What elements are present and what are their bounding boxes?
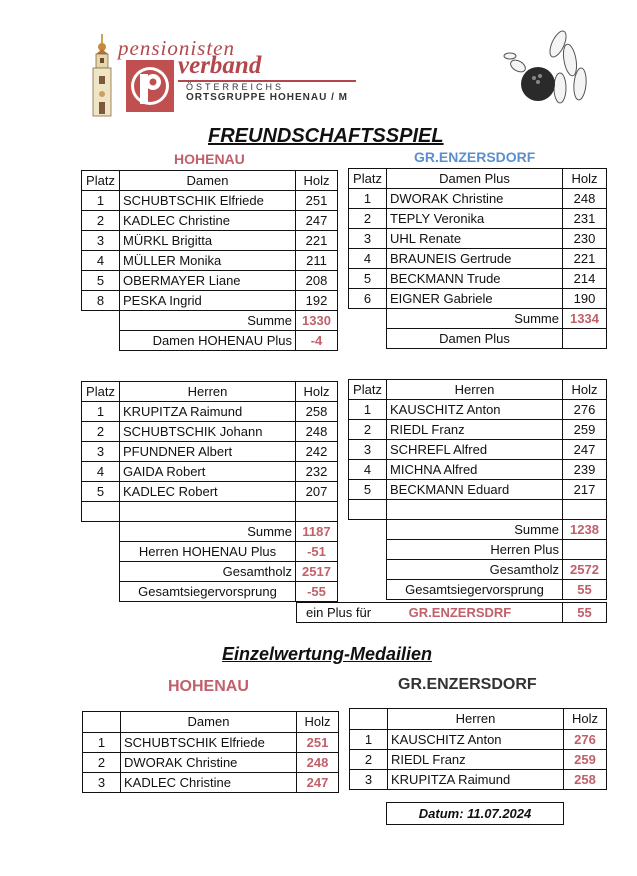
table-row bbox=[349, 289, 607, 309]
summe-label: Summe bbox=[120, 311, 296, 331]
holz: 251 bbox=[296, 191, 338, 211]
p-logo-icon bbox=[126, 60, 174, 112]
gesamt-value: 2572 bbox=[563, 560, 607, 580]
name: DWORAK Christine bbox=[121, 753, 297, 773]
header-name: Herren bbox=[120, 382, 296, 402]
table-row bbox=[82, 482, 338, 502]
table-row bbox=[350, 770, 607, 790]
platz: 5 bbox=[82, 271, 120, 291]
platz: 2 bbox=[82, 422, 120, 442]
holz: 259 bbox=[564, 750, 607, 770]
platz: 1 bbox=[349, 400, 387, 420]
name: PESKA Ingrid bbox=[120, 291, 296, 311]
logo-line3: ÖSTERREICHS bbox=[186, 82, 285, 92]
name: KRUPITZA Raimund bbox=[120, 402, 296, 422]
plus-fuer-table bbox=[296, 602, 607, 623]
plus-row bbox=[349, 540, 607, 560]
bowling-icon bbox=[500, 26, 590, 112]
platz: 4 bbox=[82, 462, 120, 482]
summe-value: 1334 bbox=[563, 309, 607, 329]
herren-right-table bbox=[348, 379, 607, 600]
holz: 247 bbox=[297, 773, 339, 793]
table-row bbox=[83, 773, 339, 793]
table-row bbox=[83, 733, 339, 753]
header-holz: Holz bbox=[296, 382, 338, 402]
holz: 248 bbox=[296, 422, 338, 442]
table-header bbox=[82, 171, 338, 191]
vorsprung-label: Gesamtsiegervorsprung bbox=[387, 580, 563, 600]
gesamt-row bbox=[82, 562, 338, 582]
holz: 232 bbox=[296, 462, 338, 482]
platz: 2 bbox=[349, 420, 387, 440]
holz: 276 bbox=[564, 730, 607, 750]
gesamt-value: 2517 bbox=[296, 562, 338, 582]
holz: 217 bbox=[563, 480, 607, 500]
table-row bbox=[349, 480, 607, 500]
table-header bbox=[349, 169, 607, 189]
platz: 3 bbox=[83, 773, 121, 793]
holz: 247 bbox=[296, 211, 338, 231]
name: KADLEC Christine bbox=[121, 773, 297, 793]
header-platz bbox=[350, 709, 388, 730]
name: KAUSCHITZ Anton bbox=[388, 730, 564, 750]
plus-row bbox=[349, 329, 607, 349]
plus-label: Damen HOHENAU Plus bbox=[120, 331, 296, 351]
platz: 3 bbox=[350, 770, 388, 790]
header-name: Damen bbox=[120, 171, 296, 191]
name: GAIDA Robert bbox=[120, 462, 296, 482]
logo-line2: verband bbox=[178, 52, 262, 79]
datum-box bbox=[386, 802, 564, 825]
name: OBERMAYER Liane bbox=[120, 271, 296, 291]
holz: 242 bbox=[296, 442, 338, 462]
medaillen-left-team: HOHENAU bbox=[168, 678, 249, 695]
platz: 2 bbox=[83, 753, 121, 773]
logo-line1: pensionisten bbox=[118, 36, 235, 60]
header-name: Herren bbox=[387, 380, 563, 400]
plus-value: -51 bbox=[296, 542, 338, 562]
summe-label: Summe bbox=[387, 309, 563, 329]
team-right-label: GR.ENZERSDORF bbox=[414, 149, 536, 165]
name: MICHNA Alfred bbox=[387, 460, 563, 480]
holz: 251 bbox=[297, 733, 339, 753]
vorsprung-label: Gesamtsiegervorsprung bbox=[120, 582, 296, 602]
header-holz: Holz bbox=[563, 380, 607, 400]
table-row bbox=[82, 462, 338, 482]
table-row bbox=[349, 400, 607, 420]
medaillen-title: Einzelwertung-Medailien bbox=[222, 644, 433, 664]
holz: 208 bbox=[296, 271, 338, 291]
table-row bbox=[83, 753, 339, 773]
table-row bbox=[82, 251, 338, 271]
holz: 214 bbox=[563, 269, 607, 289]
table-row bbox=[349, 249, 607, 269]
logo bbox=[88, 34, 378, 120]
medaillen-right-team: GR.ENZERSDORF bbox=[398, 676, 537, 693]
gesamt-label: Gesamtholz bbox=[120, 562, 296, 582]
empty-row bbox=[82, 502, 338, 522]
holz: 247 bbox=[563, 440, 607, 460]
table-row bbox=[82, 402, 338, 422]
name: SCHREFL Alfred bbox=[387, 440, 563, 460]
platz: 1 bbox=[82, 191, 120, 211]
summe-label: Summe bbox=[120, 522, 296, 542]
name: KADLEC Robert bbox=[120, 482, 296, 502]
holz: 276 bbox=[563, 400, 607, 420]
plus-label: Herren HOHENAU Plus bbox=[120, 542, 296, 562]
platz: 6 bbox=[349, 289, 387, 309]
header-name: Herren bbox=[388, 709, 564, 730]
platz: 4 bbox=[82, 251, 120, 271]
name: BECKMANN Eduard bbox=[387, 480, 563, 500]
name: MÜLLER Monika bbox=[120, 251, 296, 271]
plus-value bbox=[563, 540, 607, 560]
platz: 5 bbox=[349, 269, 387, 289]
plus-value bbox=[563, 329, 607, 349]
header-holz: Holz bbox=[563, 169, 607, 189]
vorsprung-value: 55 bbox=[563, 580, 607, 600]
table-header bbox=[350, 709, 607, 730]
summe-row bbox=[349, 520, 607, 540]
name: TEPLY Veronika bbox=[387, 209, 563, 229]
datum-text: Datum: 11.07.2024 bbox=[418, 806, 532, 821]
holz: 192 bbox=[296, 291, 338, 311]
table-header bbox=[82, 382, 338, 402]
header-platz bbox=[83, 712, 121, 733]
table-row bbox=[349, 440, 607, 460]
header-platz: Platz bbox=[82, 171, 120, 191]
header-platz: Platz bbox=[82, 382, 120, 402]
table-row bbox=[82, 231, 338, 251]
plus-label: Damen Plus bbox=[387, 329, 563, 349]
table-row bbox=[349, 420, 607, 440]
name: DWORAK Christine bbox=[387, 189, 563, 209]
name: UHL Renate bbox=[387, 229, 563, 249]
name: KRUPITZA Raimund bbox=[388, 770, 564, 790]
platz: 3 bbox=[349, 229, 387, 249]
table-row bbox=[82, 291, 338, 311]
plus-fuer-cell bbox=[297, 603, 563, 623]
platz: 3 bbox=[349, 440, 387, 460]
table-header bbox=[83, 712, 339, 733]
platz: 2 bbox=[82, 211, 120, 231]
platz: 3 bbox=[82, 231, 120, 251]
summe-value: 1330 bbox=[296, 311, 338, 331]
table-row bbox=[349, 229, 607, 249]
plus-fuer-row bbox=[297, 603, 607, 623]
plus-value: -4 bbox=[296, 331, 338, 351]
vorsprung-value: -55 bbox=[296, 582, 338, 602]
name: BECKMANN Trude bbox=[387, 269, 563, 289]
header-name: Damen bbox=[121, 712, 297, 733]
platz: 1 bbox=[349, 189, 387, 209]
holz: 239 bbox=[563, 460, 607, 480]
name: BRAUNEIS Gertrude bbox=[387, 249, 563, 269]
holz: 211 bbox=[296, 251, 338, 271]
holz: 231 bbox=[563, 209, 607, 229]
summe-value: 1187 bbox=[296, 522, 338, 542]
plus-fuer-label: ein Plus für bbox=[306, 604, 372, 620]
damen-left-table bbox=[81, 170, 338, 351]
platz: 2 bbox=[350, 750, 388, 770]
holz: 190 bbox=[563, 289, 607, 309]
summe-row bbox=[82, 522, 338, 542]
table-row bbox=[349, 269, 607, 289]
name: SCHUBTSCHIK Elfriede bbox=[121, 733, 297, 753]
table-header bbox=[349, 380, 607, 400]
table-row bbox=[349, 460, 607, 480]
medaillen-left-table bbox=[82, 711, 339, 793]
medaillen-right-table bbox=[349, 708, 607, 790]
platz: 8 bbox=[82, 291, 120, 311]
header-holz: Holz bbox=[564, 709, 607, 730]
platz: 2 bbox=[349, 209, 387, 229]
platz: 3 bbox=[82, 442, 120, 462]
plus-row bbox=[82, 331, 338, 351]
team-left-label: HOHENAU bbox=[174, 151, 245, 167]
name: SCHUBTSCHIK Elfriede bbox=[120, 191, 296, 211]
herren-left-table bbox=[81, 381, 338, 602]
holz: 207 bbox=[296, 482, 338, 502]
header-holz: Holz bbox=[296, 171, 338, 191]
church-tower-icon bbox=[88, 34, 116, 118]
platz: 4 bbox=[349, 249, 387, 269]
plus-fuer-team: GR.ENZERSDRF bbox=[408, 604, 512, 620]
name: PFUNDNER Albert bbox=[120, 442, 296, 462]
platz: 5 bbox=[82, 482, 120, 502]
gesamt-label: Gesamtholz bbox=[387, 560, 563, 580]
summe-row bbox=[82, 311, 338, 331]
header-platz: Platz bbox=[349, 380, 387, 400]
holz: 248 bbox=[297, 753, 339, 773]
name: KADLEC Christine bbox=[120, 211, 296, 231]
table-row bbox=[350, 750, 607, 770]
table-row bbox=[349, 189, 607, 209]
header-holz: Holz bbox=[297, 712, 339, 733]
plus-label: Herren Plus bbox=[387, 540, 563, 560]
holz: 259 bbox=[563, 420, 607, 440]
holz: 248 bbox=[563, 189, 607, 209]
table-row bbox=[82, 422, 338, 442]
name: KAUSCHITZ Anton bbox=[387, 400, 563, 420]
table-row bbox=[350, 730, 607, 750]
damen-right-table bbox=[348, 168, 607, 349]
header-name: Damen Plus bbox=[387, 169, 563, 189]
vorsprung-row bbox=[82, 582, 338, 602]
summe-row bbox=[349, 309, 607, 329]
holz: 221 bbox=[563, 249, 607, 269]
summe-value: 1238 bbox=[563, 520, 607, 540]
holz: 221 bbox=[296, 231, 338, 251]
vorsprung-row bbox=[349, 580, 607, 600]
name: EIGNER Gabriele bbox=[387, 289, 563, 309]
page-title: FREUNDSCHAFTSSPIEL bbox=[208, 125, 444, 147]
table-row bbox=[82, 442, 338, 462]
platz: 1 bbox=[83, 733, 121, 753]
gesamt-row bbox=[349, 560, 607, 580]
holz: 258 bbox=[564, 770, 607, 790]
table-row bbox=[82, 191, 338, 211]
platz: 1 bbox=[82, 402, 120, 422]
logo-line4: ORTSGRUPPE HOHENAU / M bbox=[186, 92, 349, 103]
platz: 1 bbox=[350, 730, 388, 750]
holz: 258 bbox=[296, 402, 338, 422]
table-row bbox=[82, 211, 338, 231]
empty-row bbox=[349, 500, 607, 520]
table-row bbox=[82, 271, 338, 291]
header-platz: Platz bbox=[349, 169, 387, 189]
name: SCHUBTSCHIK Johann bbox=[120, 422, 296, 442]
plus-row bbox=[82, 542, 338, 562]
name: RIEDL Franz bbox=[388, 750, 564, 770]
platz: 4 bbox=[349, 460, 387, 480]
holz: 230 bbox=[563, 229, 607, 249]
name: RIEDL Franz bbox=[387, 420, 563, 440]
plus-fuer-value: 55 bbox=[563, 603, 607, 623]
platz: 5 bbox=[349, 480, 387, 500]
name: MÜRKL Brigitta bbox=[120, 231, 296, 251]
summe-label: Summe bbox=[387, 520, 563, 540]
table-row bbox=[349, 209, 607, 229]
